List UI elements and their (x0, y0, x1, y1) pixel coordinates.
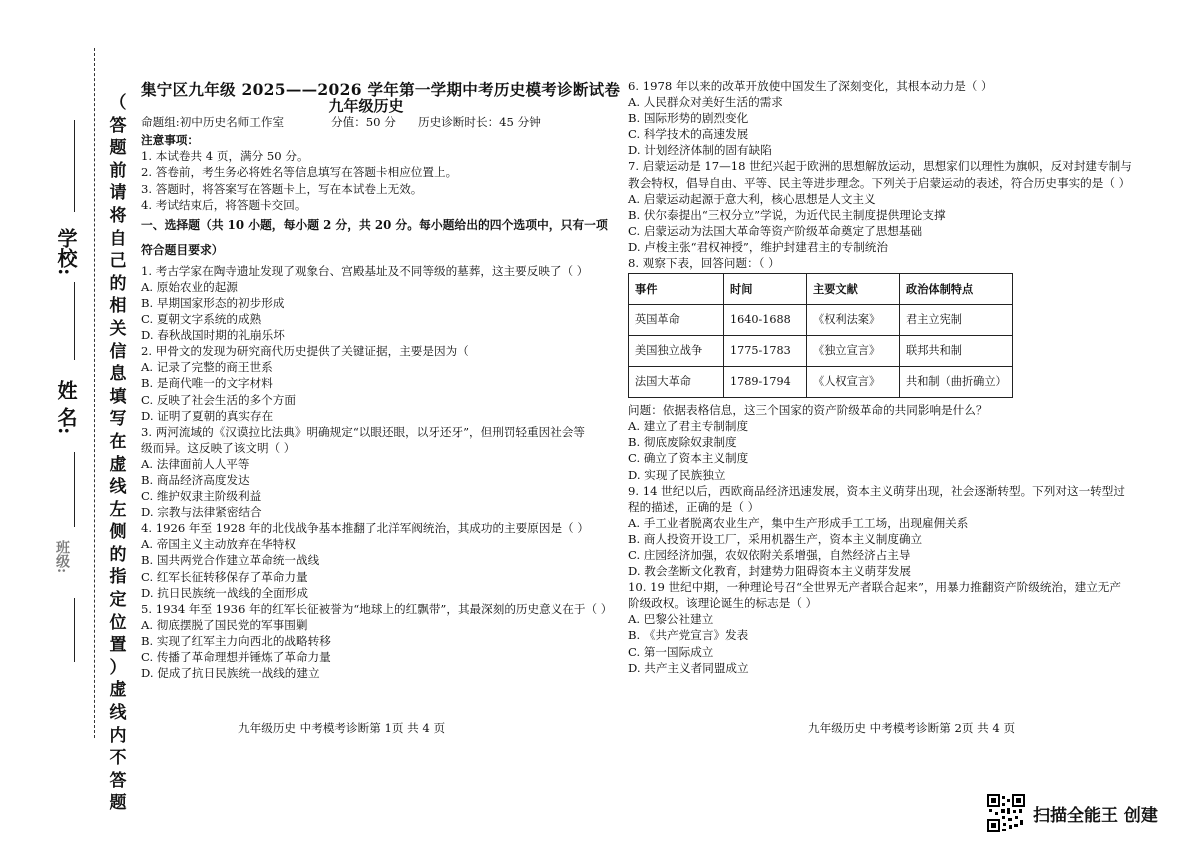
option: C. 夏朝文字系统的成熟 (141, 312, 262, 327)
binding-note-char: 答 (109, 770, 127, 791)
option: A. 建立了君主专制制度 (628, 419, 749, 434)
binding-note-char: 答 (109, 115, 127, 136)
option: C. 反映了社会生活的多个方面 (141, 392, 296, 407)
option: A. 记录了完整的商王世系 (141, 360, 273, 375)
name-label: 姓 名: (54, 380, 78, 435)
table-row (629, 367, 1013, 398)
question-7-stem: 7. 启蒙运动是 17—18 世纪兴起于欧洲的思想解放运动，思想家们以理性为旗帜，反对封建专制与 (628, 159, 1132, 174)
table-cell: 《人权宣言》 (807, 367, 900, 398)
option: C. 科学技术的高速发展 (628, 127, 749, 142)
binding-note-char: 填 (109, 386, 127, 407)
option: C. 庄园经济加强，农奴依附关系增强，自然经济占主导 (628, 547, 911, 562)
option: A. 原始农业的起源 (141, 279, 238, 294)
binding-note-char: 内 (109, 725, 127, 746)
option: C. 第一国际成立 (628, 644, 714, 659)
meta-group: 命题组:初中历史名师工作室 (141, 115, 285, 130)
option: C. 红军长征转移保存了革命力量 (141, 569, 308, 584)
option: B. 商人投资开设工厂，采用机器生产，资本主义制度确立 (628, 531, 923, 546)
binding-note (106, 92, 130, 815)
question-2-stem: 2. 甲骨文的发现为研究商代历史提供了关键证据，主要是因为（ (141, 344, 469, 359)
binding-note-char: 位 (109, 612, 127, 633)
exam-subtitle: 九年级历史 (328, 97, 404, 116)
table-cell: 《独立宣言》 (807, 336, 900, 367)
option: D. 证明了夏朝的真实存在 (141, 408, 274, 423)
note-item: 4. 考试结束后，将答题卡交回。 (141, 197, 307, 212)
binding-note-char: 相 (109, 296, 127, 317)
option: D. 共产主义者同盟成立 (628, 660, 749, 675)
watermark-text: 扫描全能王 创建 (1033, 805, 1158, 826)
binding-note-char: 信 (109, 341, 127, 362)
question-7-stem-cont: 教会特权，倡导自由、平等、民主等进步理念。下列关于启蒙运动的表述，符合历史事实的是（ ） (628, 175, 1131, 190)
page-2 (628, 78, 1132, 676)
table-header: 时间 (724, 274, 807, 305)
binding-note-char: 置 (109, 635, 127, 656)
notes-title: 注意事项： (141, 133, 199, 148)
binding-note-char: 息 (109, 364, 127, 385)
class-label: 班级: (54, 540, 70, 574)
option: D. 抗日民族统一战线的全面形成 (141, 585, 308, 600)
option: B. 彻底废除奴隶制度 (628, 435, 737, 450)
option: D. 卢梭主张“君权神授”，维护封建君主的专制统治 (628, 239, 888, 254)
option: A. 人民群众对美好生活的需求 (628, 95, 783, 110)
binding-note-char: 在 (109, 431, 127, 452)
option: D. 春秋战国时期的礼崩乐坏 (141, 328, 285, 343)
option: A. 巴黎公社建立 (628, 612, 714, 627)
table-header: 主要文献 (807, 274, 900, 305)
binding-note-char: 前 (109, 160, 127, 181)
question-3-stem: 3. 两河流域的《汉谟拉比法典》明确规定“以眼还眼，以牙还牙”，但刑罚轻重因社会等 (141, 424, 585, 439)
option: D. 促成了抗日民族统一战线的建立 (141, 666, 320, 681)
option: A. 法律面前人人平等 (141, 456, 250, 471)
question-1-stem: 1. 考古学家在陶寺遗址发现了观象台、宫殿基址及不同等级的墓葬，这主要反映了（ ） (141, 263, 589, 278)
option: C. 维护奴隶主阶级利益 (141, 489, 262, 504)
school-field-line (74, 120, 75, 212)
camscanner-watermark (987, 794, 1158, 832)
question-6-stem: 6. 1978 年以来的改革开放使中国发生了深刻变化，其根本动力是（ ） (628, 79, 993, 93)
option: C. 确立了资本主义制度 (628, 451, 749, 466)
table-cell: 美国独立战争 (629, 336, 724, 367)
option: B. 伏尔泰提出“三权分立”学说，为近代民主制度提供理论支撑 (628, 207, 946, 222)
binding-note-char: ） (109, 657, 127, 678)
question-8-question: 问题：依据表格信息，这三个国家的资产阶级革命的共同影响是什么？ (628, 403, 988, 418)
binding-note-char: 将 (109, 205, 127, 226)
table-cell: 1789-1794 (724, 367, 807, 398)
binding-note-char: 题 (109, 138, 127, 159)
table-row (629, 336, 1013, 367)
table-cell: 英国革命 (629, 305, 724, 336)
question-10-stem: 10. 19 世纪中期，一种理论号召“全世界无产者联合起来”，用暴力推翻资产阶级统治，建立无产 (628, 580, 1121, 595)
binding-dashed-line (94, 48, 95, 738)
binding-note-char: 指 (109, 567, 127, 588)
binding-note-char: 写 (109, 409, 127, 430)
class-field-line-top (74, 452, 75, 527)
binding-note-char: 题 (109, 793, 127, 814)
option: B. 实现了红军主力向西北的战略转移 (141, 633, 331, 648)
option: C. 启蒙运动为法国大革命等资产阶级革命奠定了思想基础 (628, 223, 923, 238)
page-2-footer: 九年级历史 中考模考诊断第 2页 共 4 页 (808, 721, 1016, 735)
table-cell: 《权利法案》 (807, 305, 900, 336)
note-item: 1. 本试卷共 4 页，满分 50 分。 (141, 149, 309, 164)
question-10-stem-cont: 阶级政权。该理论诞生的标志是（ ） (628, 596, 818, 611)
table-cell: 君主立宪制 (900, 305, 1013, 336)
binding-note-char: 左 (109, 499, 127, 520)
binding-note-char: （ (109, 93, 127, 113)
table-cell: 共和制（曲折确立） (900, 367, 1013, 398)
option: D. 计划经济体制的固有缺陷 (628, 143, 772, 158)
binding-note-char: 线 (109, 703, 127, 724)
question-5-stem: 5. 1934 年至 1936 年的红军长征被誉为“地球上的红飘带”，其最深刻的历史意义在于（ ） (141, 601, 613, 616)
table-header: 政治体制特点 (900, 274, 1013, 305)
question-9-stem-cont: 程的描述，正确的是（ ） (628, 499, 760, 514)
section-heading: 一、选择题（共 10 小题，每小题 2 分，共 20 分。每小题给出的四个选项中，只有一项 (141, 217, 608, 232)
table-cell: 1640-1688 (724, 305, 807, 336)
binding-note-char: 侧 (109, 522, 127, 543)
question-8-stem: 8. 观察下表，回答问题：（ ） (628, 256, 780, 271)
section-heading-cont: 符合题目要求） (141, 242, 224, 257)
table-cell: 联邦共和制 (900, 336, 1013, 367)
option: A. 帝国主义主动放弃在华特权 (141, 537, 296, 552)
binding-note-char: 的 (109, 544, 127, 565)
table-cell: 法国大革命 (629, 367, 724, 398)
option: C. 传播了革命理想并锤炼了革命力量 (141, 650, 331, 664)
table-header-row (629, 274, 1013, 305)
binding-note-char: 线 (109, 477, 127, 498)
binding-note-char: 请 (109, 183, 127, 204)
meta-time: 历史诊断时长：45 分钟 (418, 115, 541, 130)
option: A. 手工业者脱离农业生产，集中生产形成手工工场，出现雇佣关系 (628, 515, 969, 530)
question-3-stem-cont: 级而异。这反映了该文明（ ） (141, 440, 296, 455)
binding-note-char: 定 (109, 590, 127, 611)
binding-note-char: 己 (109, 251, 127, 272)
exam-title: 集宁区九年级 2025——2026 学年第一学期中考历史模考诊断试卷 (141, 80, 621, 99)
note-item: 2. 答卷前，考生务必将姓名等信息填写在答题卡相应位置上。 (141, 165, 458, 180)
option: B. 国共两党合作建立革命统一战线 (141, 553, 320, 568)
binding-note-char: 自 (109, 228, 127, 249)
page-1-footer: 九年级历史 中考模考诊断第 1页 共 4 页 (238, 721, 446, 735)
revolution-table (628, 273, 1013, 398)
note-item: 3. 答题时，将答案写在答题卡上，写在本试卷上无效。 (141, 181, 423, 196)
name-field-line (74, 282, 75, 360)
option: D. 实现了民族独立 (628, 467, 726, 482)
binding-note-char: 不 (109, 748, 127, 769)
option: B. 是商代唯一的文字材料 (141, 376, 273, 391)
binding-note-char: 的 (109, 273, 127, 294)
page-1 (141, 80, 621, 681)
option: A. 彻底摆脱了国民党的军事围剿 (141, 617, 308, 632)
option: B. 国际形势的剧烈变化 (628, 111, 749, 126)
meta-score: 分值：50 分 (331, 115, 396, 130)
option: B. 早期国家形态的初步形成 (141, 295, 285, 310)
option: D. 教会垄断文化教育，封建势力阻碍资本主义萌芽发展 (628, 564, 911, 579)
class-field-line (74, 598, 75, 662)
option: D. 宗教与法律紧密结合 (141, 505, 262, 520)
table-cell: 1775-1783 (724, 336, 807, 367)
school-label: 学校: (54, 228, 78, 276)
exam-meta (141, 114, 591, 130)
option: A. 启蒙运动起源于意大利，核心思想是人文主义 (628, 191, 876, 206)
option: B. 商品经济高度发达 (141, 472, 250, 487)
qr-code-icon (987, 794, 1025, 832)
binding-note-char: 关 (109, 318, 127, 339)
option: B. 《共产党宣言》发表 (628, 628, 749, 643)
question-9-stem: 9. 14 世纪以后，西欧商品经济迅速发展，资本主义萌芽出现，社会逐渐转型。下列对这一转型过 (628, 483, 1125, 498)
question-4-stem: 4. 1926 年至 1928 年的北伐战争基本推翻了北洋军阀统治，其成功的主要原因是（ ） (141, 521, 589, 536)
binding-note-char: 虚 (109, 454, 127, 475)
table-header: 事件 (629, 274, 724, 305)
binding-note-char: 虚 (109, 680, 127, 701)
table-row (629, 305, 1013, 336)
